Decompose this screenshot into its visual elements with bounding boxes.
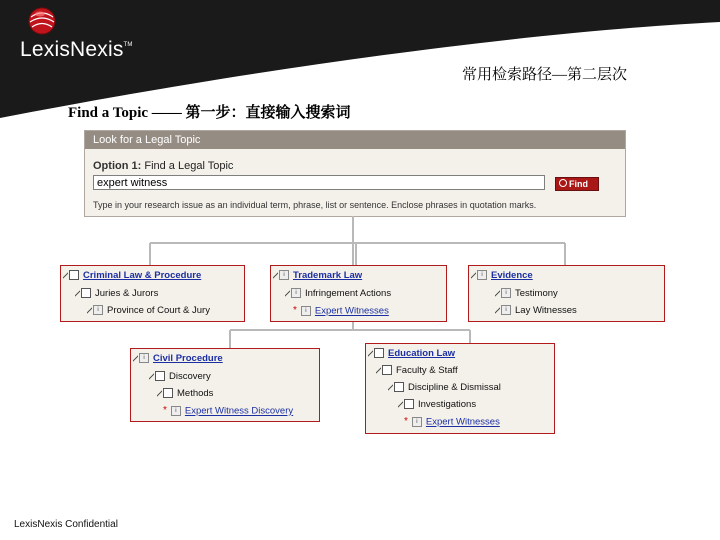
checkbox-icon[interactable]: [382, 365, 392, 375]
info-icon[interactable]: i: [501, 288, 511, 298]
expand-arrow-icon[interactable]: [388, 383, 393, 392]
tree-node[interactable]: Investigations: [398, 399, 476, 411]
tree-node[interactable]: i Province of Court & Jury: [87, 305, 210, 317]
panel-heading: Look for a Legal Topic: [85, 131, 625, 149]
info-icon[interactable]: i: [171, 406, 181, 416]
expand-arrow-icon[interactable]: [398, 400, 403, 409]
tree-evidence: [468, 265, 665, 322]
tree-node[interactable]: Methods: [157, 388, 213, 400]
expand-arrow-icon[interactable]: [368, 349, 373, 358]
option-label: Option 1: Find a Legal Topic: [93, 160, 234, 172]
tree-node[interactable]: [404, 416, 500, 428]
tree-node[interactable]: [133, 353, 223, 365]
topic-link-criminal-law[interactable]: Criminal Law & Procedure: [83, 270, 202, 281]
tree-node[interactable]: i Testimony: [495, 288, 558, 300]
checkbox-icon[interactable]: [394, 382, 404, 392]
tree-node[interactable]: Discovery: [149, 371, 211, 383]
tree-criminal-law: [60, 265, 245, 322]
tree-node[interactable]: Discipline & Dismissal: [388, 382, 501, 394]
tree-node[interactable]: i Lay Witnesses: [495, 305, 577, 317]
topic-link-trademark-law[interactable]: Trademark Law: [293, 270, 363, 281]
tree-node[interactable]: i Infringement Actions: [285, 288, 391, 300]
topic-link-expert-witness-discovery[interactable]: Expert Witness Discovery: [184, 405, 294, 417]
expand-arrow-icon[interactable]: [157, 389, 162, 398]
checkbox-icon[interactable]: [69, 270, 79, 280]
info-icon[interactable]: i: [412, 417, 422, 427]
search-hint: Type in your research issue as an individual term, phrase, list or sentence. Enclose phrases in quotation marks.: [93, 200, 537, 210]
tree-node[interactable]: [368, 348, 455, 360]
tree-node[interactable]: [273, 270, 362, 282]
expand-arrow-icon[interactable]: [87, 306, 92, 315]
page-subtitle: Find a Topic —— 第一步：直接输入搜索词: [68, 105, 351, 121]
expand-arrow-icon[interactable]: [495, 289, 500, 298]
expand-arrow-icon[interactable]: [63, 271, 68, 280]
topic-link-education-law[interactable]: Education Law: [388, 348, 456, 359]
tree-node[interactable]: Juries & Jurors: [75, 288, 158, 300]
info-icon[interactable]: i: [93, 305, 103, 315]
tree-civil-procedure: [130, 348, 320, 422]
expand-arrow-icon[interactable]: [133, 354, 138, 363]
checkbox-icon[interactable]: [81, 288, 91, 298]
topic-link-civil-procedure[interactable]: Civil Procedure: [153, 353, 223, 364]
footer-confidential: LexisNexis Confidential: [14, 519, 118, 530]
info-icon[interactable]: i: [501, 305, 511, 315]
slide-title: 常用检索路径—第二层次: [462, 67, 628, 83]
info-icon[interactable]: i: [279, 270, 289, 280]
info-icon[interactable]: i: [139, 353, 149, 363]
expand-arrow-icon[interactable]: [376, 366, 381, 375]
expand-arrow-icon[interactable]: [75, 289, 80, 298]
tree-node[interactable]: [163, 405, 293, 417]
find-button[interactable]: Find: [555, 177, 599, 191]
info-icon[interactable]: i: [477, 270, 487, 280]
match-star-icon: *: [404, 416, 408, 427]
match-star-icon: *: [163, 405, 167, 416]
tree-node[interactable]: [293, 305, 389, 317]
checkbox-icon[interactable]: [155, 371, 165, 381]
info-icon[interactable]: i: [291, 288, 301, 298]
topic-link-evidence[interactable]: Evidence: [491, 270, 533, 281]
tree-education-law: [365, 343, 555, 434]
expand-arrow-icon[interactable]: [273, 271, 278, 280]
tree-node[interactable]: Faculty & Staff: [376, 365, 458, 377]
checkbox-icon[interactable]: [163, 388, 173, 398]
topic-link-expert-witnesses[interactable]: Expert Witnesses: [314, 305, 389, 317]
expand-arrow-icon[interactable]: [495, 306, 500, 315]
checkbox-icon[interactable]: [374, 348, 384, 358]
topic-link-expert-witnesses-education[interactable]: Expert Witnesses: [425, 416, 500, 428]
tree-trademark-law: [270, 265, 447, 322]
tree-node[interactable]: [471, 270, 533, 282]
expand-arrow-icon[interactable]: [471, 271, 476, 280]
expand-arrow-icon[interactable]: [285, 289, 290, 298]
brand-logo: LexisNexis™: [20, 38, 133, 61]
info-icon[interactable]: i: [301, 306, 311, 316]
expand-arrow-icon[interactable]: [149, 372, 154, 381]
checkbox-icon[interactable]: [404, 399, 414, 409]
match-star-icon: *: [293, 305, 297, 316]
tree-node[interactable]: [63, 270, 201, 282]
